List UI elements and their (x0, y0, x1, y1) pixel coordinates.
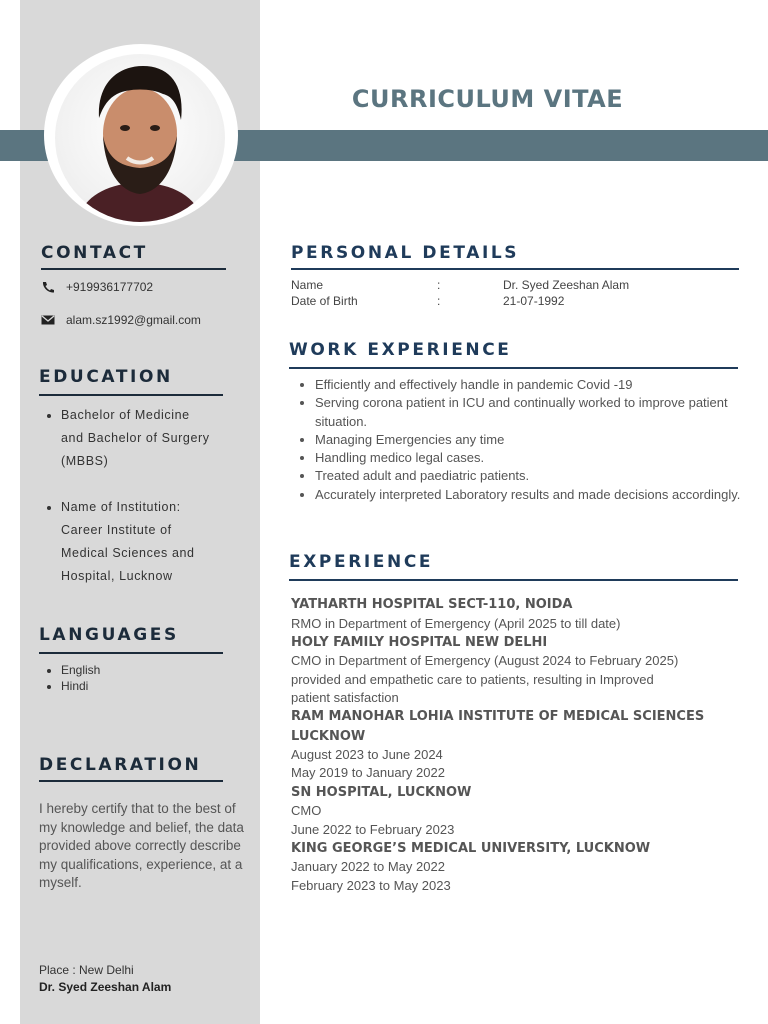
education-item-institution (61, 496, 261, 588)
experience-line: May 2019 to January 2022 (291, 765, 445, 781)
languages-divider (39, 652, 223, 654)
experience-title: SN HOSPITAL, LUCKNOW (291, 784, 472, 800)
experience-title: KING GEORGE’S MEDICAL UNIVERSITY, LUCKNOW (291, 840, 651, 856)
contact-divider (41, 268, 226, 270)
language-item: • English (61, 662, 100, 678)
work-experience-divider (289, 367, 738, 369)
work-experience-list (293, 376, 755, 504)
work-item: • Serving corona patient in ICU and continually worked to improve patient situation. (315, 394, 755, 431)
education-line: Hospital, Lucknow (61, 569, 173, 583)
education-divider (39, 394, 223, 396)
experience-line: January 2022 to May 2022 (291, 859, 445, 875)
work-item: • Accurately interpreted Laboratory results and made decisions accordingly. (315, 486, 755, 504)
work-item: • Efficiently and effectively handle in pandemic Covid -19 (315, 376, 755, 394)
education-line: Career Institute of (61, 523, 172, 537)
experience-list (291, 595, 741, 895)
email-row[interactable] (41, 313, 201, 327)
education-list (39, 496, 261, 588)
declaration-text: I hereby certify that to the best of my knowledge and belief, the data provided above correctly describe my qualifications, experience, at a myself. (39, 801, 244, 891)
education-item-degree (61, 404, 261, 473)
education-line: Name of Institution: (61, 500, 181, 514)
work-item: • Managing Emergencies any time (315, 431, 755, 449)
detail-label: Date of Birth (291, 294, 358, 308)
personal-details-heading: PERSONAL DETAILS (291, 243, 520, 263)
education-line: Bachelor of Medicine (61, 408, 190, 422)
declaration-heading: DECLARATION (39, 755, 202, 775)
education-line: and Bachelor of Surgery (61, 431, 210, 445)
experience-title: YATHARTH HOSPITAL SECT-110, NOIDA (291, 597, 573, 612)
education-line: (MBBS) (61, 454, 109, 468)
profile-photo (55, 54, 225, 222)
experience-line: CMO (291, 803, 322, 819)
languages-list (40, 662, 100, 694)
page-title: CURRICULUM VITAE (351, 85, 624, 113)
phone-row[interactable] (41, 280, 153, 294)
envelope-icon (41, 314, 55, 326)
signature-name: Dr. Syed Zeeshan Alam (39, 980, 172, 994)
phone-icon (41, 281, 55, 293)
detail-value: Dr. Syed Zeeshan Alam (503, 278, 630, 292)
education-list (39, 404, 261, 473)
language-item: • Hindi (61, 678, 100, 694)
detail-colon: : (437, 278, 441, 292)
email-address[interactable]: alam.sz1992@gmail.com (66, 313, 201, 327)
detail-label: Name (291, 278, 324, 292)
experience-line: CMO in Department of Emergency (August 2024 to February 2025) (291, 653, 679, 669)
experience-line: August 2023 to June 2024 (291, 747, 443, 763)
education-line: Medical Sciences and (61, 546, 195, 560)
work-item: • Handling medico legal cases. (315, 449, 755, 467)
experience-title: HOLY FAMILY HOSPITAL NEW DELHI (291, 634, 548, 650)
experience-line: February 2023 to May 2023 (291, 877, 451, 893)
experience-line: provided and empathetic care to patients, resulting in Improved (291, 671, 654, 687)
detail-value: 21-07-1992 (503, 294, 565, 308)
experience-line: June 2022 to February 2023 (291, 821, 455, 837)
experience-title: RAM MANOHAR LOHIA INSTITUTE OF MEDICAL SCIENCES LUCKNOW (291, 709, 705, 744)
experience-line: RMO in Department of Emergency (April 2025 to till date) (291, 615, 621, 631)
languages-heading: LANGUAGES (39, 625, 179, 645)
experience-divider (289, 579, 738, 581)
work-experience-heading: WORK EXPERIENCE (289, 340, 512, 360)
place: Place : New Delhi (39, 963, 134, 977)
detail-colon: : (437, 294, 441, 308)
experience-line: patient satisfaction (291, 689, 399, 705)
work-item: • Treated adult and paediatric patients. (315, 467, 755, 485)
contact-heading: CONTACT (41, 243, 148, 263)
declaration-divider (39, 780, 223, 782)
education-heading: EDUCATION (39, 367, 173, 387)
phone-number[interactable]: +919936177702 (66, 280, 154, 294)
experience-heading: EXPERIENCE (289, 552, 434, 572)
personal-details-divider (291, 268, 739, 270)
